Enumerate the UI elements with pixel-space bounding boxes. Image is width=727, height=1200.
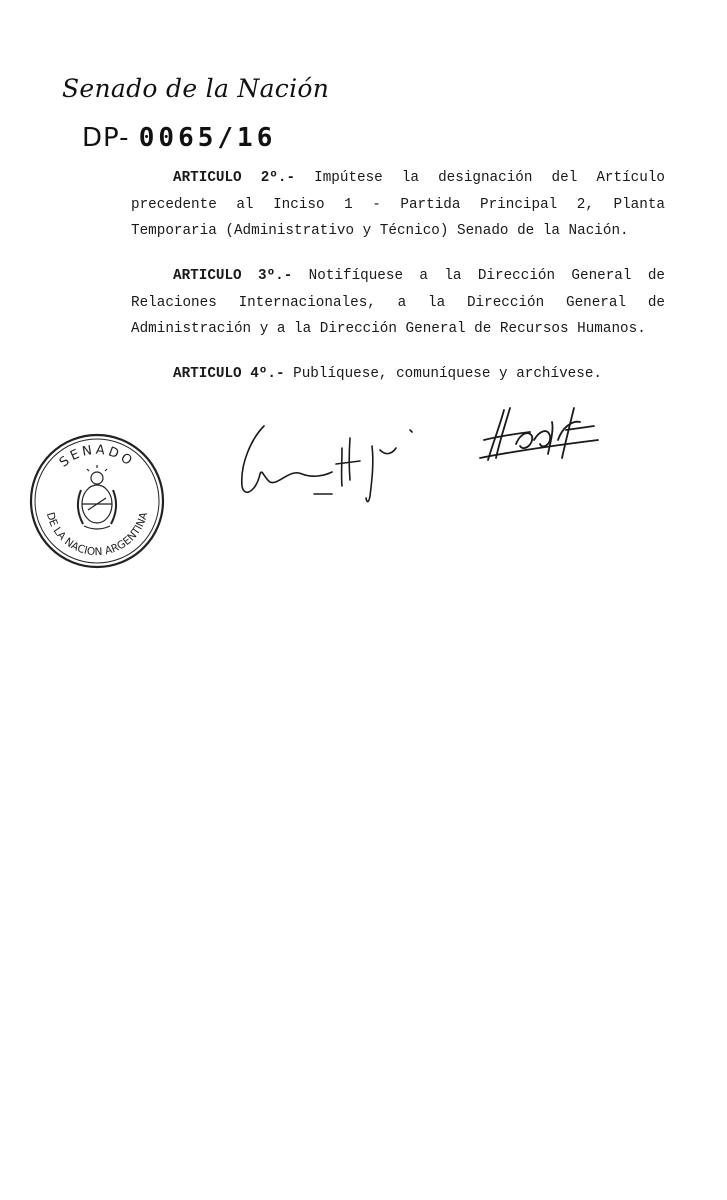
signature-right-icon [470, 400, 610, 470]
article-4 [131, 361, 665, 388]
seal-text-top: SENADO [56, 442, 137, 471]
institution-header: Senado de la Nación [62, 74, 330, 103]
seal-text-bottom: DE LA NACION ARGENTINA [43, 510, 151, 559]
article-3 [131, 263, 665, 343]
article-3-text: Notifíquese a la Dirección General de Relaciones Internacionales, a la Dirección General de Administración y a la Dirección General de Recursos Humanos. [131, 268, 665, 337]
article-2 [131, 165, 665, 245]
document-number-value: 0065/16 [138, 123, 277, 153]
article-2-label: ARTICULO 2º.- [173, 170, 296, 186]
article-4-label: ARTICULO 4º.- [173, 366, 285, 382]
senate-seal [28, 432, 166, 570]
coat-of-arms-icon [78, 465, 116, 529]
article-4-text: Publíquese, comuníquese y archívese. [284, 366, 602, 382]
article-3-label: ARTICULO 3º.- [173, 268, 293, 284]
article-2-text: Impútese la designación del Artículo precedente al Inciso 1 - Partida Principal 2, Planta Temporaria (Administrativo y Técnico) Senado de la Nación. [131, 170, 665, 239]
signature-left-icon [232, 408, 432, 508]
document-prefix: DP- [82, 123, 130, 153]
document-number [82, 123, 276, 153]
